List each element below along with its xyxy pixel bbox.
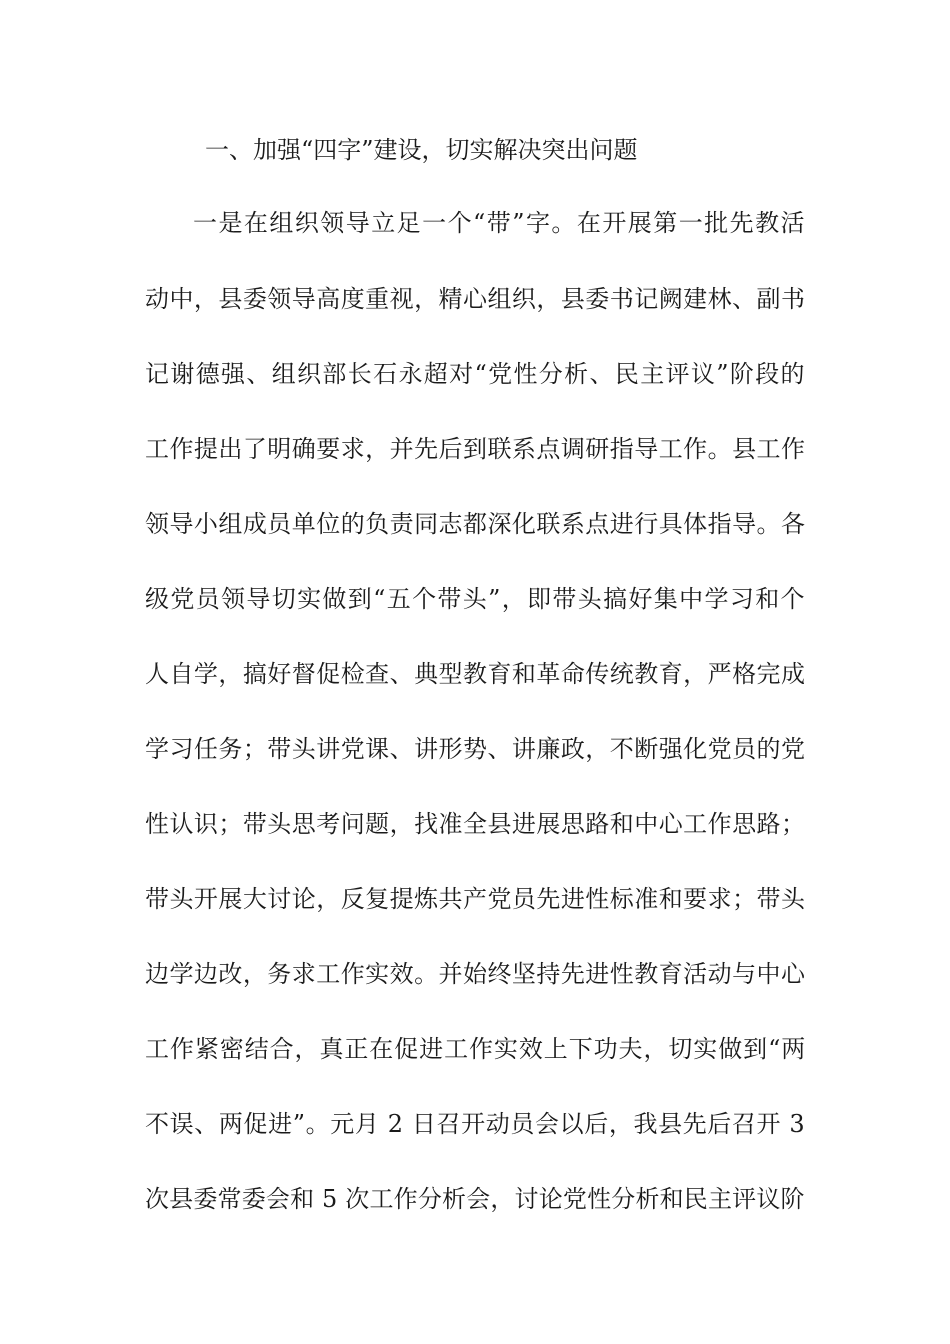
text-line: 次县委常委会和 5 次工作分析会，讨论党性分析和民主评议阶 <box>145 1185 805 1213</box>
text-line: 一是在组织领导立足一个“带”字。在开展第一批先教活 <box>193 209 806 237</box>
text-line: 工作紧密结合，真正在促进工作实效上下功夫，切实做到“两 <box>145 1035 807 1063</box>
text-line: 工作提出了明确要求，并先后到联系点调研指导工作。县工作 <box>145 435 806 463</box>
text-line: 性认识；带头思考问题，找准全县进展思路和中心工作思路； <box>145 810 806 838</box>
text-line: 人自学，搞好督促检查、典型教育和革命传统教育，严格完成 <box>145 660 806 688</box>
text-line: 学习任务；带头讲党课、讲形势、讲廉政，不断强化党员的党 <box>145 735 806 763</box>
text-line: 记谢德强、组织部长石永超对“党性分析、民主评议”阶段的 <box>145 360 806 388</box>
text-line: 不误、两促进”。元月 2 日召开动员会以后，我县先后召开 3 <box>145 1110 806 1138</box>
text-line: 级党员领导切实做到“五个带头”，即带头搞好集中学习和个 <box>145 585 806 613</box>
text-line: 带头开展大讨论，反复提炼共产党员先进性标准和要求；带头 <box>145 885 806 913</box>
text-line: 领导小组成员单位的负责同志都深化联系点进行具体指导。各 <box>145 510 806 538</box>
text-line: 边学边改，务求工作实效。并始终坚持先进性教育活动与中心 <box>145 960 806 988</box>
section-heading: 一、加强“四字”建设，切实解决突出问题 <box>205 136 638 164</box>
text-line: 动中，县委领导高度重视，精心组织，县委书记阙建林、副书 <box>145 285 806 313</box>
